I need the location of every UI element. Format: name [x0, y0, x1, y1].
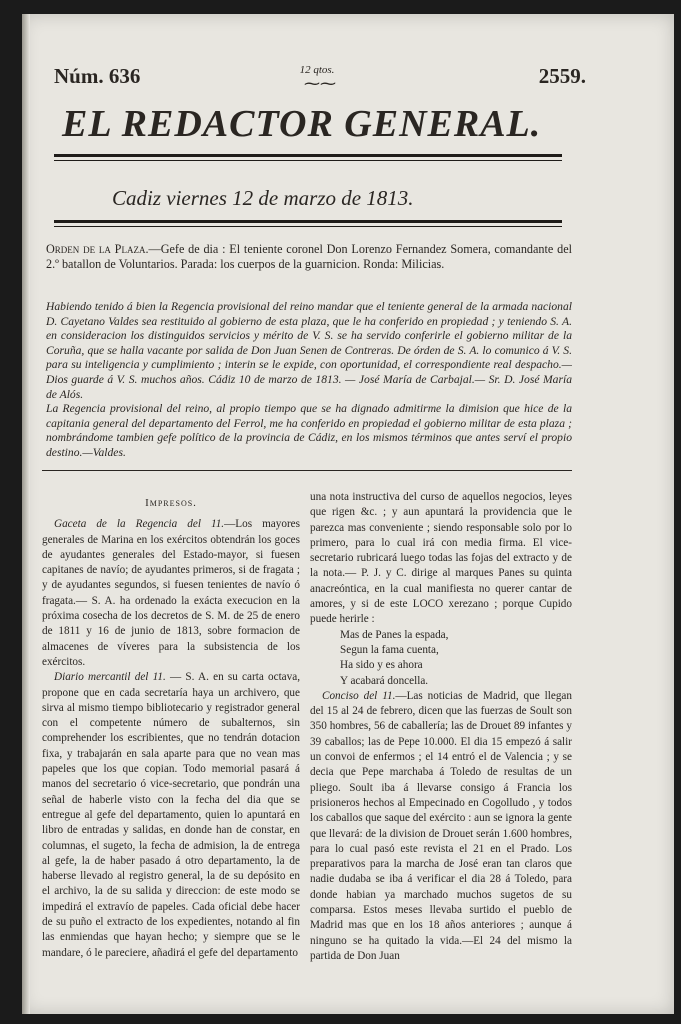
diario-title: Diario mercantil del 11. — [54, 671, 166, 684]
nota-paragraph: una nota instructiva del curso de aquellos negocios, leyes que rigen &c. ; y aun apuntará la providencia que le parezca mas conveniente ; siendo responsable solo por lo primero, para lo cual irá con media firma. El vice-secretario rubricará luego todas las fojas del extracto y de la nota.— P. J. y C. dirige al marques Panes su quinta anacreóntica, en la cual manifiesta no querer cantar de amores, y si de este LOCO xerezano ; porque Cupido puede herirle : — [310, 491, 572, 626]
conciso-paragraph — [310, 689, 572, 964]
gaceta-text: —Los mayores generales de Marina en los exércitos obtendrán los goces de ayudantes generales del Estado-mayor, si fuesen capitanes de navío; de ayudantes primeros, si de fragata ; y de ayudantes segundos, si fuesen tenientes de navío ó fragata.— S. A. ha ordenado la exácta execucion en la próxima cosecha de los decretos de S. M. de 25 de enero de 1811 y 16 de junio de 1813, sobre formacion de almacenes de víveres para la subsistencia de los exércitos. — [42, 518, 300, 668]
newspaper-title: EL REDACTOR GENERAL. — [62, 103, 542, 145]
official-notice-2: La Regencia provisional del reino, al propio tiempo que se ha dignado admitirme la dimision que hice de la capitania general del departamento del Ferrol, me ha conferido en propiedad el gobierno militar de esta plaza ; nombrándome tambien gefe político de la provincia de Cádiz, en los mismos términos que antes serví el propio destino.—Valdes. — [46, 402, 572, 459]
column-right — [310, 490, 572, 964]
official-notices — [46, 300, 572, 461]
section-heading-impresos: Impresos. — [145, 497, 197, 509]
orden-de-la-plaza — [46, 242, 572, 272]
issue-price: 12 qtos. — [299, 64, 335, 76]
poem-line: Ha sido y es ahora — [340, 659, 423, 672]
column-left — [42, 490, 300, 961]
diario-text: — S. A. en su carta octava, propone que en cada secretaría haya un archivero, que sirva al mismo tiempo bibliotecario y registrador general con el competente número de subalternos, sin comprehender los escribientes, que no tendrán dotacion fixa, y trabajarán en sala aparte para que no vean mas papeles que los que copian. Todo memorial pasará á manos del secretario ó vice-secretario, que pondrán una señal de haberle visto con la fecha del dia que se entregue al gefe del departamento, quien lo apuntará en libro de entradas y salidas, en donde han de constar, en columnas, el sugeto, la fecha de admision, la de entrega al gefe, la de haber pasado á otro departamento, la de haberse llevado al registro general, la de su depósito en el archivo, la de su salida y direccion: de este modo se impedirá el extravío de papeles. Cada oficial debe hacer de su puño el extracto de los expedientes, notando al fin las enmiendas que hayan hecho; y siempre que se le mandare, ó le pareciere, añadirá el gefe del departamento — [42, 671, 300, 959]
dateline-rule — [54, 220, 562, 227]
orden-text: —Gefe de dia : El teniente coronel Don Lorenzo Fernandez Somera, comandante del 2.º batallon de Voluntarios. Parada: los cuerpos de la guarnicion. Ronda: Milicias. — [46, 242, 572, 271]
conciso-text: —Las noticias de Madrid, que llegan del 15 al 24 de febrero, dicen que las fuerzas de Soult son 350 hombres, 56 de caballería; las de Drouet 89 infantes y 39 caballos; las de Pepe 10.000. El dia 15 empezó á salir un convoi de enfermos ; el 14 entró el de Valencia ; y se decia que Pepe marchaba á Toledo de resultas de un pliego. Soult iba á llevarse consigo á Francia los prisioneros hechos al Empecinado en Cogolludo , y todos los caballos que saque del exército : aun se ignora la gente que llevará: de la division de Drouet serán 1.600 hombres, para lo cual pasó este revista el 21 en el Prado. Los preparativos para la marcha de José eran tan claros que nadie dudaba se iba á verificar el dia 28 á Toledo, para donde habian ya marchado muchos sugetos de su comparsa. Estos meses llevaba surtido el pueblo de Madrid mas que en los 18 años anteriores ; aunque á ninguno se ha quitado la vida.—El 24 del mismo la partida de Don Juan — [310, 689, 572, 962]
poem-line: Mas de Panes la espada, — [340, 628, 449, 641]
newspaper-page — [22, 14, 674, 1014]
diario-paragraph — [42, 670, 300, 961]
gaceta-title: Gaceta de la Regencia del 11. — [54, 518, 225, 531]
dateline: Cadiz viernes 12 de marzo de 1813. — [112, 186, 414, 210]
gaceta-paragraph — [42, 517, 300, 670]
page-spine-shadow — [22, 14, 30, 1014]
ornament-flourish-icon: ⁓⁓ — [304, 76, 336, 93]
page-number: 2559. — [538, 64, 586, 88]
title-rule — [54, 154, 562, 161]
conciso-title: Conciso del 11. — [322, 689, 396, 702]
issue-number: Núm. 636 — [54, 64, 141, 88]
poem-line: Y acabará doncella. — [340, 674, 429, 687]
official-notice-1: Habiendo tenido á bien la Regencia provisional del reino mandar que el teniente general de la armada nacional D. Cayetano Valdes sea restituido al gobierno de esta plaza, que le ha conferido en propiedad ; y teniendo S. A. en consideracion los distinguidos servicios y mérito de V. S. se ha servido conferirle el gobierno militar de la Coruña, que se halla vacante por salida de Don Juan Senen de Contreras. De órden de S. A. lo comunico á V. S. para su inteligencia y cumplimiento ; interin se le expide, con oportunidad, el correspondiente real despacho.—Dios guarde á V. S. muchos años. Cádiz 10 de marzo de 1813. — José María de Carbajal.— Sr. D. José María de Alós. — [46, 300, 572, 401]
orden-label: Orden de la Plaza. — [46, 242, 149, 256]
poem — [310, 628, 572, 689]
poem-line: Segun la fama cuenta, — [340, 643, 439, 656]
section-divider — [42, 470, 572, 471]
